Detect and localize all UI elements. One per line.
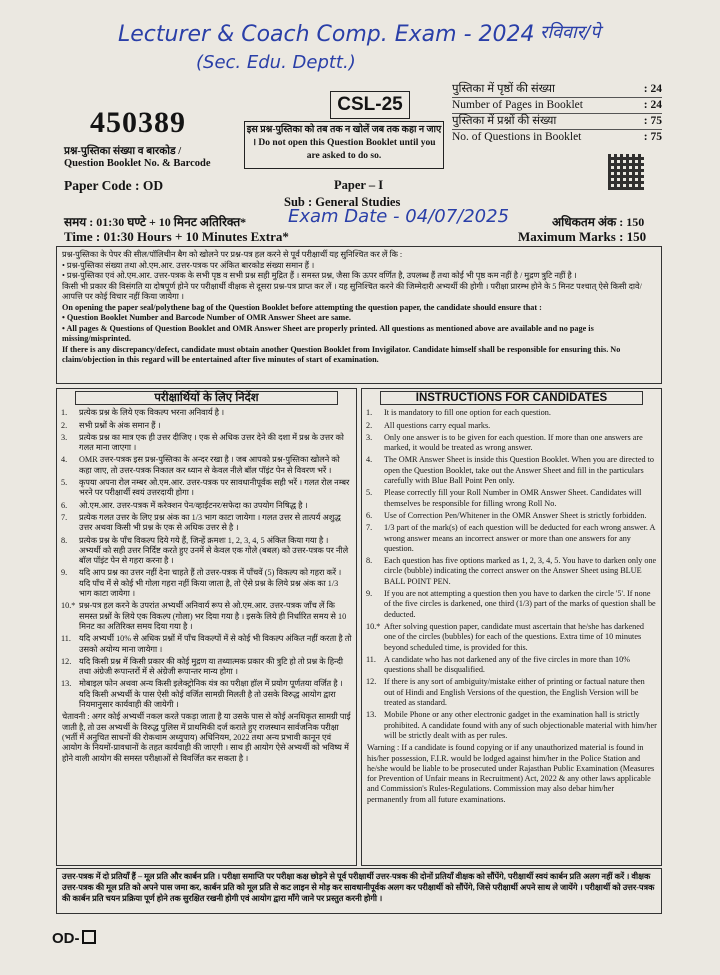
hindi-warning: चेतावनी : अगर कोई अभ्यर्थी नकल करते पकड़ा जाता है या उसके पास से कोई अनधिकृत सामग्री पाई जाती है, तो उस अभ्यर्थी के विरुद्ध पुलिस में प्राथमिकी दर्ज कराते हुए राजस्थान सार्वजनिक परीक्षा (भर्ती में अनुचित साधनों की रोकथाम अध्युपाय) अधिनियम, 2022 तथा अन्य प्रभावी कानून एवं आयोग के नियमों-प्रावधानों के तहत कार्यवाही की जाएगी । साथ ही आयोग ऐसे अभ्यर्थी को भविष्य में होने वाली आयोग की समस्त परीक्षाओं से विवर्जित कर सकता है । — [62, 712, 351, 763]
booklet-meta-table — [452, 82, 662, 145]
list-item: 11. यदि अभ्यर्थी 10% से अधिक प्रश्नों में पाँच विकल्पों में से कोई भी विकल्प अंकित नहीं करता है तो उसको अयोग्य माना जायेगा । — [61, 634, 352, 654]
list-item: 2. All questions carry equal marks. — [366, 420, 491, 430]
instruction-text: • प्रश्न-पुस्तिका एवं ओ.एम.आर. उत्तर-पत्रक के सभी पृष्ठ व सभी प्रश्न सही मुद्रित हैं । समस्त प्रश्न, जैसा कि ऊपर वर्णित है, उपलब्ध हैं तथा कोई भी पृष्ठ कम नहीं है / मुद्रण त्रुटि नहीं है । — [62, 271, 577, 280]
instruction-text: On opening the paper seal/polythene bag of the Question Booklet before attempting the question paper, the candidate should ensure that : — [62, 302, 542, 312]
list-item: 5. कृपया अपना रोल नम्बर ओ.एम.आर. उत्तर-पत्रक पर सावधानीपूर्वक सही भरें । गलत रोल नम्बर भरने पर परीक्षार्थी स्वयं उत्तरदायी होगा । — [61, 478, 350, 498]
instruction-text: • प्रश्न-पुस्तिका संख्या तथा ओ.एम.आर. उत्तर-पत्रक पर अंकित बारकोड संख्या समान हैं । — [62, 260, 315, 270]
list-item: 8. Each question has five options marked as 1, 2, 3, 4, 5. You have to darken only one circle (bubble) indicating the correct answer on the Answer Sheet using BLUE BALL POINT PEN. — [366, 556, 657, 586]
handwritten-hindi-note: रविवार/पे — [540, 22, 601, 43]
instruction-text: • Question Booklet Number and Barcode Number of OMR Answer Sheet are same. — [62, 313, 351, 322]
max-marks-hindi: अधिकतम अंक : 150 — [552, 215, 645, 229]
instruction-text: If there is any discrepancy/defect, candidate must obtain another Question Booklet from Invigilator. Candidate himself shall be responsible for ensuring this. No claim/objection in this regard will be entertained after five minutes of start of examination. — [62, 344, 621, 364]
qr-code-icon — [608, 154, 644, 190]
subject: Sub : General Studies — [284, 195, 401, 209]
handwritten-exam-date: Exam Date - 04/07/2025 — [288, 206, 510, 227]
list-item: 5. Please correctly fill your Roll Number in OMR Answer Sheet. Candidates will themselves be responsible for filling wrong Roll No. — [366, 488, 642, 508]
hindi-instructions-heading: परीक्षार्थियों के लिए निर्देश — [75, 391, 338, 405]
roll-number: 450389 — [90, 106, 186, 139]
list-item: 13. Mobile Phone or any other electronic gadget in the examination hall is strictly prohibited. A candidate found with any of such objectionable material with him/her will be strictly dealt with as per rules. — [366, 710, 657, 740]
english-warning: Warning : If a candidate is found copying or if any unauthorized material is found in his/her possession, F.I.R. would be lodged against him/her in the Police Station and he/she would be liable to be prosecuted under Rajasthan Public Examination (Measures for Prevention of Unfair means in Recruitment) Act, 2022 & any other laws applicable and Commission's Rules-Regulations. Commission may also debar him/her permanently from all future examinations. — [367, 743, 655, 804]
list-item: 7. 1/3 part of the mark(s) of each question will be deducted for each wrong answer. A wrong answer means an incorrect answer or more than one answers for any question. — [366, 523, 656, 553]
list-item: 10.* After solving question paper, candidate must ascertain that he/she has darkened one of the circles (bubbles) for each of the questions. Extra time of 10 minutes beyond scheduled time, is provided for this. — [366, 621, 644, 652]
series-code-box — [330, 91, 410, 119]
booklet-label-english: Question Booklet No. & Barcode — [64, 158, 211, 169]
series-code: CSL-25 — [337, 94, 403, 115]
meta-row: Number of Pages in Booklet : 24 — [452, 98, 662, 114]
meta-row: पुस्तिका में पृष्ठों की संख्या : 24 — [452, 82, 662, 98]
english-instructions-column — [361, 388, 662, 866]
time-english: Time : 01:30 Hours + 10 Minutes Extra* — [64, 229, 289, 244]
list-item: 12. If there is any sort of ambiguity/mistake either of printing or factual nature then out of Hindi and English Versions of the question, the English Version will be treated as standard. — [366, 677, 645, 708]
paper-number: Paper – I — [334, 178, 384, 192]
paper-code: Paper Code : OD — [64, 178, 164, 193]
list-item: 9. यदि आप प्रश्न का उत्तर नहीं देना चाहते हैं तो उत्तर-पत्रक में पाँचवें (5) विकल्प को गहरा करें । यदि पाँच में से कोई भी गोला गहरा नहीं किया जाता है, तो ऐसे प्रश्न के लिये प्रश्न अंक का 1/3 भाग काटा जायेगा । — [61, 568, 342, 599]
handwritten-department: (Sec. Edu. Deptt.) — [196, 52, 356, 73]
english-instructions-heading: INSTRUCTIONS FOR CANDIDATES — [380, 391, 643, 405]
list-item: 9. If you are not attempting a question then you have to darken the circle '5'. If none of the five circles is darkened, one third (1/3) part of the marks of question shall be deducted. — [366, 589, 656, 619]
instruction-text: किसी भी प्रकार की विसंगति या दोषपूर्ण होने पर परीक्षार्थी वीक्षक से दूसरा प्रश्न-पत्र प्राप्त कर लें । यह सुनिश्चित करने की जिम्मेदारी अभ्यर्थी की होगी । परीक्षा प्रारम्भ होने के 5 मिनट पश्चात् ऐसे किसी दावे/आपत्ति पर कोई विचार नहीं किया जायेगा । — [62, 281, 642, 301]
instruction-text: • All pages & Questions of Question Booklet and OMR Answer Sheet are properly printed. All questions as mentioned above are available and no page is missing/misprinted. — [62, 323, 594, 343]
list-item: 3. प्रत्येक प्रश्न का मात्र एक ही उत्तर दीजिए । एक से अधिक उत्तर देने की दशा में प्रश्न के उत्तर को गलत माना जाएगा । — [61, 432, 344, 453]
instruction-text: प्रश्न-पुस्तिका के पेपर की सील/पॉलिथीन बैग को खोलने पर प्रश्न-पत्र हल करने से पूर्व परीक्षार्थी यह सुनिश्चित कर लें कि : — [62, 250, 403, 259]
do-not-open-notice: इस प्रश्न-पुस्तिका को तब तक न खोलें जब तक कहा न जाए । Do not open this Question Booklet until you are asked to do so. — [244, 121, 444, 169]
opening-instructions-box — [56, 246, 662, 384]
english-instructions-list — [362, 408, 661, 741]
list-item: 10.* प्रश्न-पत्र हल करने के उपरांत अभ्यर्थी अनिवार्य रूप से ओ.एम.आर. उत्तर-पत्रक जाँच लें कि समस्त प्रश्नों के लिये एक विकल्प (गोला) भर दिया गया है । इसके लिये ही निर्धारित समय से 10 मिनट का अतिरिक्त समय दिया गया है । — [61, 601, 347, 631]
list-item: 12. यदि किसी प्रश्न में किसी प्रकार की कोई मुद्रण या तथ्यात्मक प्रकार की त्रुटि हो तो प्रश्न के हिन्दी तथा अंग्रेजी रूपान्तरों में से अंग्रेजी रूपान्तर मान्य होगा । — [61, 656, 344, 677]
list-item: 6. Use of Correction Pen/Whitener in the OMR Answer Sheet is strictly forbidden. — [366, 510, 647, 520]
list-item: 13. मोबाइल फोन अथवा अन्य किसी इलेक्ट्रोनिक यंत्र का परीक्षा हॉल में प्रयोग पूर्णतया वर्जित है । यदि किसी अभ्यर्थी के पास ऐसी कोई वर्जित सामग्री मिलती है तो उसके विरुद्ध आयोग द्वारा नियमानुसार कार्यवाही की जायेगी । — [61, 679, 343, 710]
list-item: 2. सभी प्रश्नों के अंक समान हैं । — [61, 420, 161, 430]
time-hindi: समय : 01:30 घण्टे + 10 मिनट अतिरिक्त* — [64, 215, 247, 229]
footer-code: OD- — [52, 930, 80, 947]
list-item: 1. It is mandatory to fill one option for each question. — [366, 408, 551, 418]
meta-row: No. of Questions in Booklet : 75 — [452, 131, 662, 143]
hindi-instructions-column — [56, 388, 357, 866]
list-item: 7. प्रत्येक गलत उत्तर के लिए प्रश्न अंक का 1/3 भाग काटा जायेगा । गलत उत्तर से तात्पर्य अशुद्ध उत्तर अथवा किसी भी प्रश्न के एक से अधिक उत्तर से है । — [61, 512, 341, 533]
list-item: 3. Only one answer is to be given for each question. If more than one answers are marked, it would be treated as wrong answer. — [366, 432, 643, 453]
booklet-code-footer — [52, 930, 96, 947]
list-item: 11. A candidate who has not darkened any of the five circles in more than 10% questions shall be disqualified. — [366, 654, 630, 675]
answer-sheet-copy-note: उत्तर-पत्रक में दो प्रतियाँ हैं – मूल प्रति और कार्बन प्रति । परीक्षा समाप्ति पर परीक्षा कक्ष छोड़ने से पूर्व परीक्षार्थी उत्तर-पत्रक की दोनों प्रतियाँ वीक्षक को सौंपेंगे, परीक्षार्थी स्वयं कार्बन प्रति अलग नहीं करें । वीक्षक उत्तर-पत्रक की मूल प्रति को अपने पास जमा कर, कार्बन प्रति को मूल प्रति से कट लाइन से मोड़ कर सावधानीपूर्वक अलग कर परीक्षार्थी को सौंपेंगे, जिसे परीक्षार्थी अपने साथ ले जायेंगे । परीक्षार्थी को उत्तर-पत्रक की कार्बन प्रति चयन प्रक्रिया पूर्ण होने तक सुरक्षित रखनी होगी एवं आयोग द्वारा माँगे जाने पर प्रस्तुत करनी होगी । — [56, 868, 662, 914]
list-item: 6. ओ.एम.आर. उत्तर-पत्रक में करेक्शन पेन/व्हाईटनर/सफेदा का उपयोग निषिद्ध है । — [61, 500, 308, 510]
meta-row: पुस्तिका में प्रश्नों की संख्या : 75 — [452, 114, 662, 130]
square-icon — [82, 930, 96, 944]
max-marks-english: Maximum Marks : 150 — [518, 229, 647, 244]
list-item: 4. The OMR Answer Sheet is inside this Question Booklet. When you are directed to open the Question Booklet, take out the Answer Sheet and fill in the particulars carefully with Blue Ball Point Pen only. — [366, 455, 654, 486]
list-item: 1. प्रत्येक प्रश्न के लिये एक विकल्प भरना अनिवार्य है । — [61, 408, 225, 418]
handwritten-exam-title: Lecturer & Coach Comp. Exam - 2024 — [118, 22, 535, 47]
hindi-instructions-list — [57, 408, 356, 710]
list-item: 4. OMR उत्तर-पत्रक इस प्रश्न-पुस्तिका के अन्दर रखा है । जब आपको प्रश्न-पुस्तिका खोलने को कहा जाए, तो उत्तर-पत्रक निकाल कर ध्यान से केवल नीले बॉल पॉइंट पेन से विवरण भरें । — [61, 455, 340, 475]
list-item: 8. प्रत्येक प्रश्न के पाँच विकल्प दिये गये हैं, जिन्हें क्रमशः 1, 2, 3, 4, 5 अंकित किया गया है । अभ्यर्थी को सही उत्तर निर्दिष्ट करते हुए उनमें से केवल एक गोले (बबल) को उत्तर-पत्रक पर नीले बॉल पॉइंट पेन से गहरा करना है । — [61, 535, 349, 566]
booklet-label-hindi: प्रश्न-पुस्तिका संख्या व बारकोड / — [64, 146, 182, 157]
